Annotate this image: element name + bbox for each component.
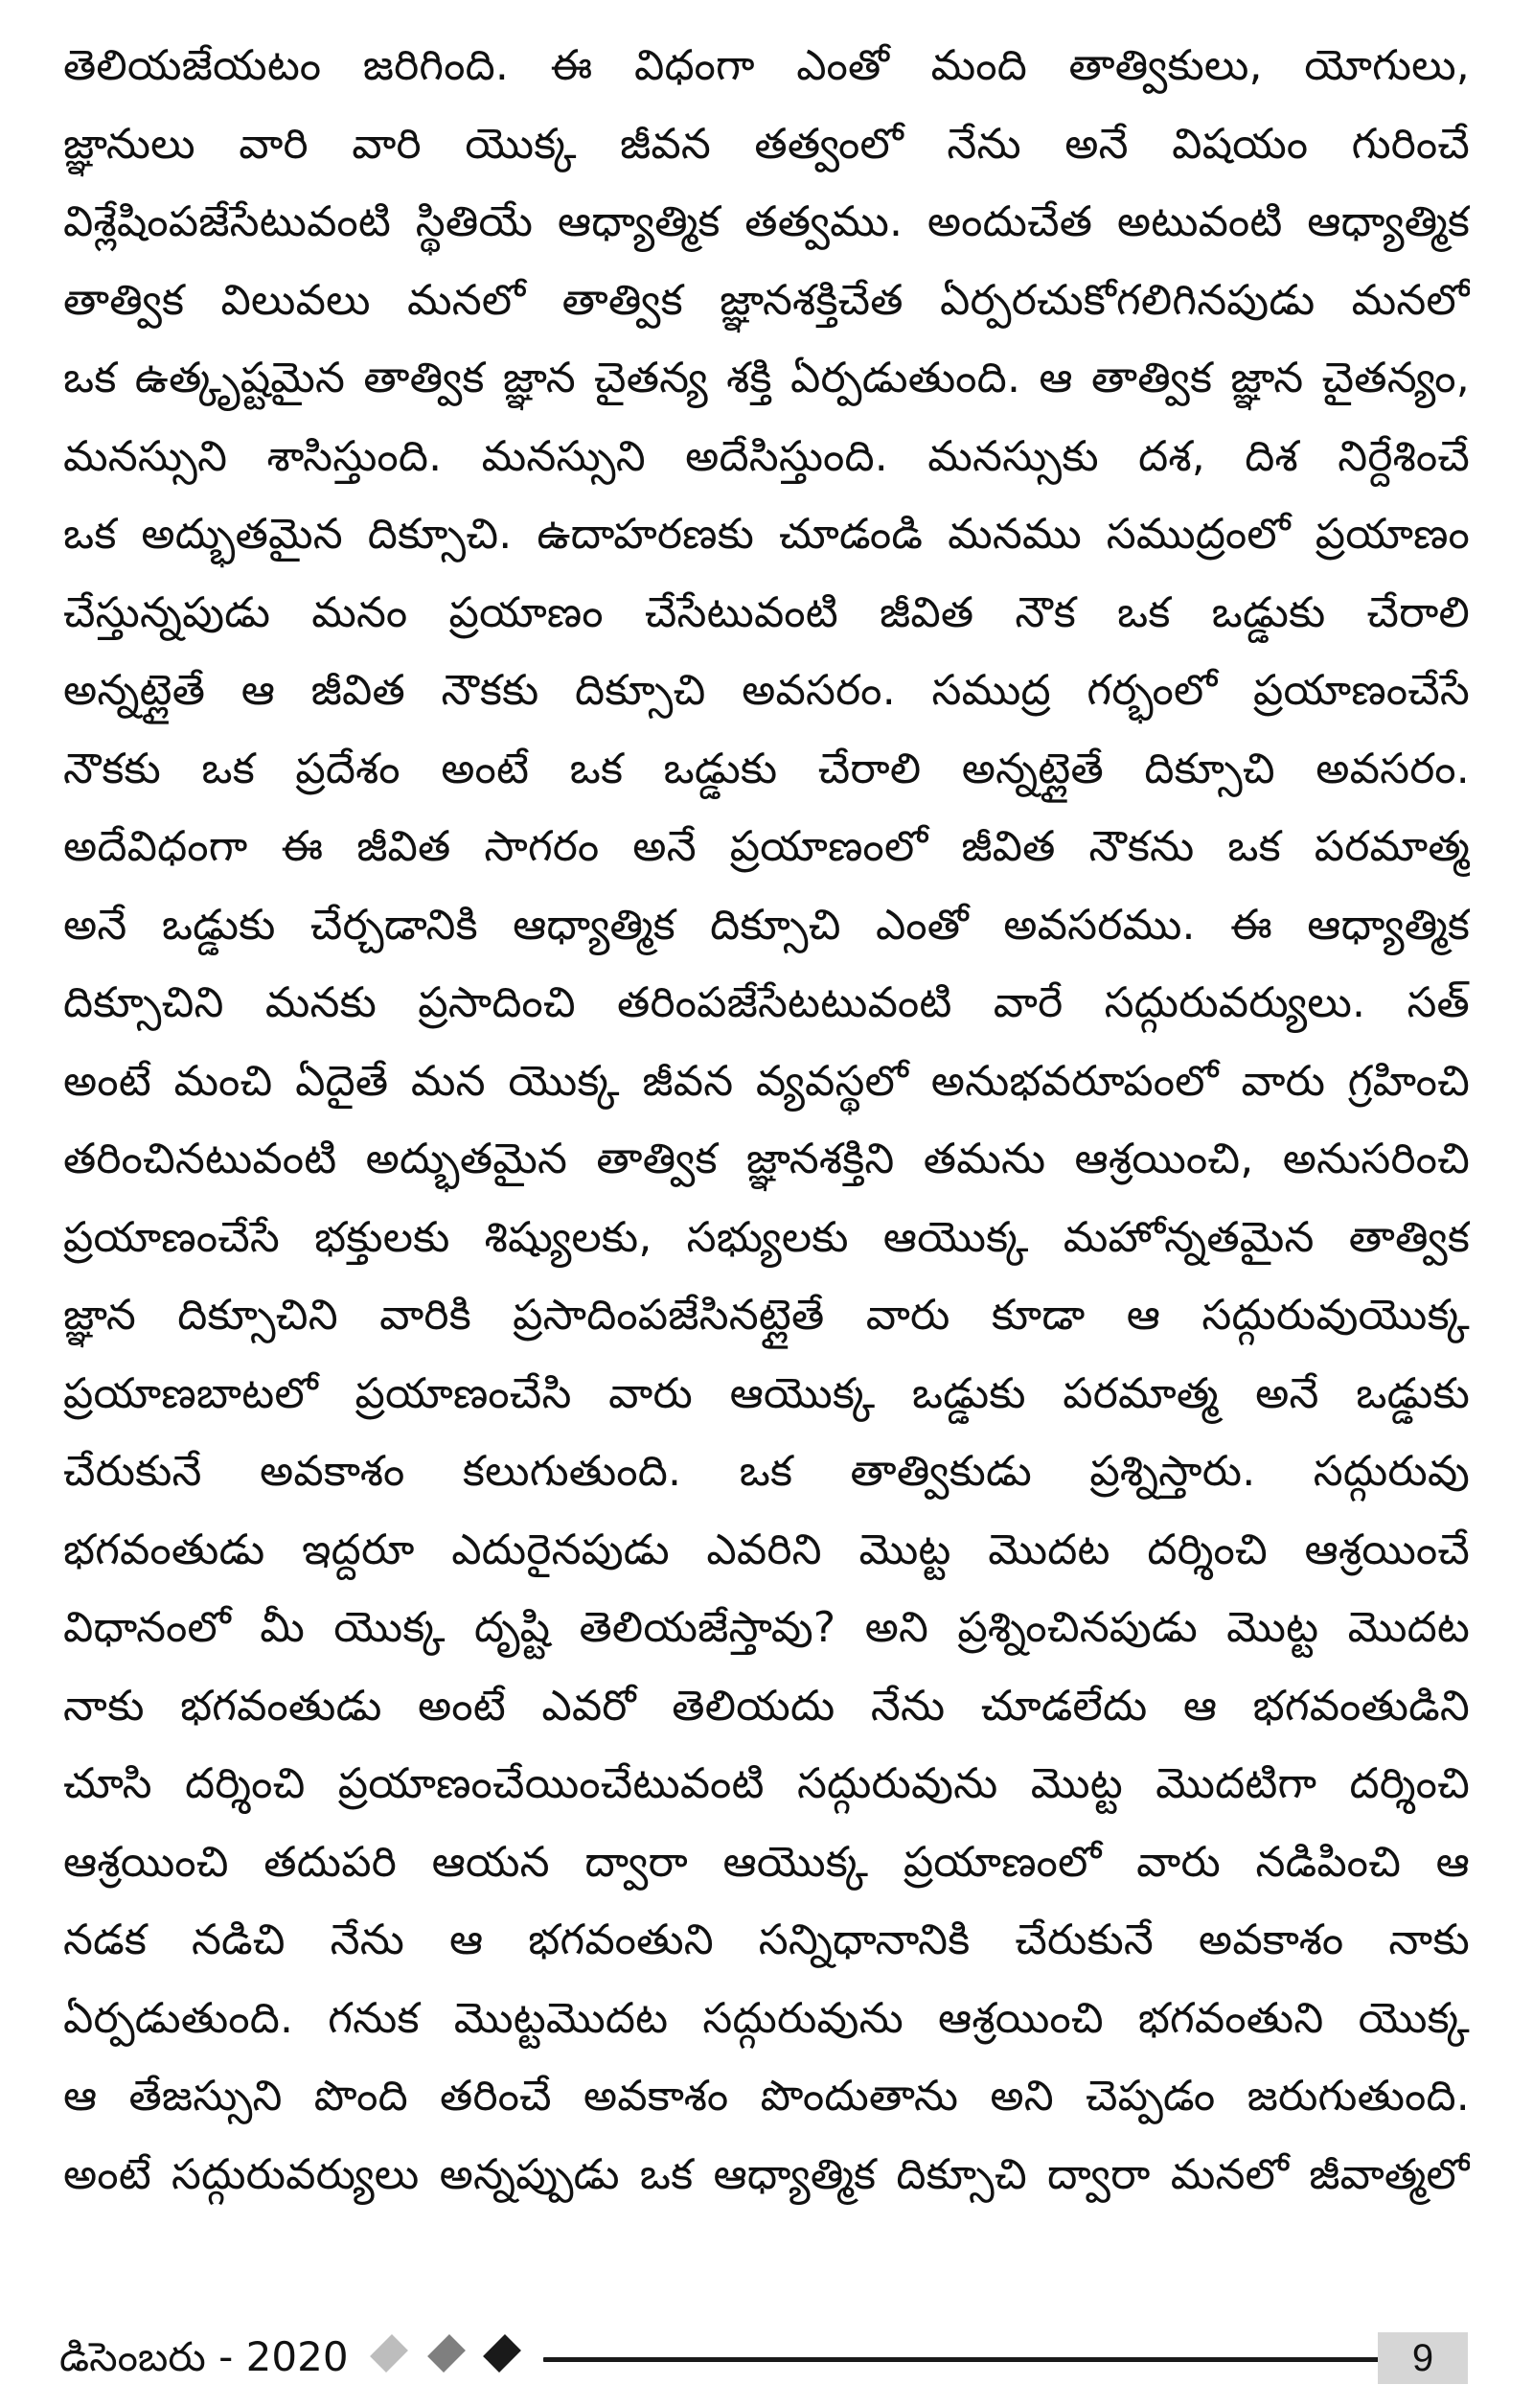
diamond-icon-dark bbox=[483, 2334, 521, 2373]
text-line: ప్రయాణబాటలో ప్రయాణంచేసి వారు ఆయొక్క ఒడ్డుకు పరమాత్మ అనే ఒడ్డుకు bbox=[63, 1368, 1470, 1418]
text-line: అనే ఒడ్డుకు చేర్చడానికి ఆధ్యాత్మిక దిక్సూచి ఎంతో అవసరము. ఈ ఆధ్యాత్మిక bbox=[63, 900, 1470, 950]
text-line: చేరుకునే అవకాశం కలుగుతుంది. ఒక తాత్వికుడు ప్రశ్నిస్తారు. సద్గురువు bbox=[63, 1447, 1470, 1496]
text-line: నౌకకు ఒక ప్రదేశం అంటే ఒక ఒడ్డుకు చేరాలి అన్నట్లైతే దిక్సూచి అవసరం. bbox=[63, 744, 1470, 793]
text-line: ఏర్పడుతుంది. గనుక మొట్టమొదట సద్గురువును ఆశ్రయించి భగవంతుని యొక్క bbox=[63, 1993, 1470, 2043]
issue-date: డిసెంబరు - 2020 bbox=[59, 2333, 349, 2380]
diamond-icon-medium bbox=[427, 2334, 466, 2373]
page-footer bbox=[59, 2328, 1474, 2388]
text-line: భగవంతుడు ఇద్దరూ ఎదురైనపుడు ఎవరిని మొట్ట మొదట దర్శించి ఆశ్రయించే bbox=[63, 1525, 1470, 1574]
text-line: అంటే సద్గురువర్యులు అన్నప్పుడు ఒక ఆధ్యాత్మిక దిక్సూచి ద్వారా మనలో జీవాత్మలో bbox=[63, 2149, 1470, 2199]
text-line: జ్ఞానులు వారి వారి యొక్క జీవన తత్వంలో నేను అనే విషయం గురించే bbox=[63, 119, 1470, 169]
text-line: అదేవిధంగా ఈ జీవిత సాగరం అనే ప్రయాణంలో జీవిత నౌకను ఒక పరమాత్మ bbox=[63, 822, 1470, 871]
page-number: 9 bbox=[1378, 2332, 1468, 2384]
text-line: ఒక ఉత్కృష్టమైన తాత్విక జ్ఞాన చైతన్య శక్తి ఏర్పడుతుంది. ఆ తాత్విక జ్ఞాన చైతన్యం, bbox=[63, 354, 1470, 402]
text-line: మనస్సుని శాసిస్తుంది. మనస్సుని అదేసిస్తుంది. మనస్సుకు దశ, దిశ నిర్దేశించే bbox=[63, 431, 1470, 481]
text-line: జ్ఞాన దిక్సూచిని వారికి ప్రసాదింపజేసినట్లైతే వారు కూడా ఆ సద్గురువుయొక్క bbox=[63, 1291, 1470, 1340]
text-line: తాత్విక విలువలు మనలో తాత్విక జ్ఞానశక్తిచేత ఏర్పరచుకోగలిగినపుడు మనలో bbox=[63, 275, 1470, 325]
text-line: అంటే మంచి ఏదైతే మన యొక్క జీవన వ్యవస్థలో అనుభవరూపంలో వారు గ్రహించి bbox=[63, 1056, 1470, 1106]
article-body bbox=[63, 27, 1470, 2213]
diamond-icon-light bbox=[370, 2334, 408, 2373]
text-line: ఆ తేజస్సుని పొంది తరించే అవకాశం పొందుతాను అని చెప్పడం జరుగుతుంది. bbox=[63, 2072, 1470, 2121]
text-line: ఒక అద్భుతమైన దిక్సూచి. ఉదాహరణకు చూడండి మనము సముద్రంలో ప్రయాణం bbox=[63, 510, 1470, 559]
text-line: దిక్సూచిని మనకు ప్రసాదించి తరింపజేసేటటువంటి వారే సద్గురువర్యులు. సత్ bbox=[63, 978, 1470, 1027]
text-line: చూసి దర్శించి ప్రయాణంచేయించేటువంటి సద్గురువును మొట్ట మొదటిగా దర్శించి bbox=[63, 1759, 1470, 1808]
text-line: ప్రయాణంచేసే భక్తులకు శిష్యులకు, సభ్యులకు ఆయొక్క మహోన్నతమైన తాత్విక bbox=[63, 1212, 1470, 1262]
text-line: నడక నడిచి నేను ఆ భగవంతుని సన్నిధానానికి చేరుకునే అవకాశం నాకు bbox=[63, 1915, 1470, 1964]
text-line: విధానంలో మీ యొక్క దృష్టి తెలియజేస్తావు? అని ప్రశ్నించినపుడు మొట్ట మొదట bbox=[63, 1603, 1470, 1652]
text-line: ఆశ్రయించి తదుపరి ఆయన ద్వారా ఆయొక్క ప్రయాణంలో వారు నడిపించి ఆ bbox=[63, 1837, 1470, 1887]
text-line: తెలియజేయటం జరిగింది. ఈ విధంగా ఎంతో మంది తాత్వికులు, యోగులు, bbox=[63, 41, 1470, 90]
text-line: అన్నట్లైతే ఆ జీవిత నౌకకు దిక్సూచి అవసరం. సముద్ర గర్భంలో ప్రయాణంచేసే bbox=[63, 666, 1470, 715]
footer-divider-line bbox=[543, 2357, 1379, 2362]
text-line: నాకు భగవంతుడు అంటే ఎవరో తెలియదు నేను చూడలేదు ఆ భగవంతుడిని bbox=[63, 1681, 1470, 1731]
text-line: చేస్తున్నపుడు మనం ప్రయాణం చేసేటువంటి జీవిత నౌక ఒక ఒడ్డుకు చేరాలి bbox=[63, 587, 1470, 637]
text-line: విశ్లేషింపజేసేటువంటి స్థితియే ఆధ్యాత్మిక తత్వము. అందుచేత అటువంటి ఆధ్యాత్మిక bbox=[63, 197, 1470, 246]
text-line: తరించినటువంటి అద్భుతమైన తాత్విక జ్ఞానశక్తిని తమను ఆశ్రయించి, అనుసరించి bbox=[63, 1135, 1470, 1183]
